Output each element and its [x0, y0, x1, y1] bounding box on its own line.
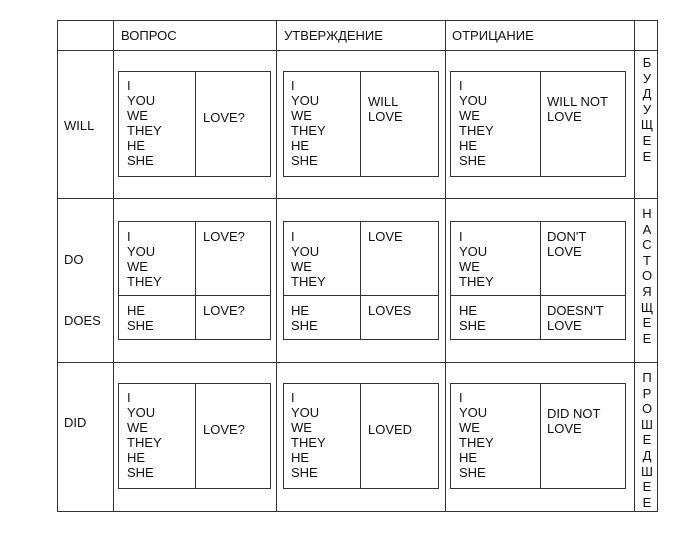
tense-label-present — [640, 206, 654, 346]
tense-letter: Е — [642, 132, 652, 148]
grid-line-bottom — [57, 511, 658, 512]
tense-letter: Т — [643, 252, 651, 268]
tense-letter: Е — [642, 479, 652, 495]
tense-letter: У — [642, 70, 652, 86]
tense-letter: Е — [642, 432, 652, 448]
tense-letter: Ш — [641, 463, 653, 479]
present-negative-pronouns-does: HE SHE — [459, 303, 486, 333]
tense-text-future — [640, 55, 654, 164]
future-affirmative-verb: WILL LOVE — [368, 94, 403, 124]
past-question-verb: LOVE? — [203, 422, 245, 437]
tense-letter: А — [642, 221, 652, 237]
tense-letter: Р — [642, 385, 652, 401]
past-negative-pronouns: I YOU WE THEY HE SHE — [459, 390, 494, 480]
past-affirmative-verb: LOVED — [368, 422, 413, 437]
present-affirmative-divider — [360, 221, 361, 340]
present-affirmative-verb-do: LOVE — [368, 229, 403, 244]
header-question: ВОПРОС — [121, 28, 177, 43]
present-negative-verb-does: DOESN'T LOVE — [547, 303, 604, 333]
tense-letter: У — [642, 101, 652, 117]
grid-line-header — [57, 50, 658, 51]
tense-letter: Щ — [640, 117, 654, 133]
tense-letter: П — [642, 370, 652, 385]
present-affirmative-pronouns-does: HE SHE — [291, 303, 318, 333]
tense-letter: Д — [642, 86, 652, 102]
tense-letter: Н — [642, 206, 652, 221]
past-negative-divider — [540, 383, 541, 489]
tense-letter: О — [641, 268, 653, 284]
tense-letter: Б — [642, 55, 652, 70]
row-label-did: DID — [64, 415, 87, 430]
past-affirmative-pronouns: I YOU WE THEY HE SHE — [291, 390, 326, 480]
future-negative-pronouns: I YOU WE THEY HE SHE — [459, 78, 494, 168]
grid-line-right — [657, 20, 658, 512]
present-affirmative-verb-does: LOVES — [368, 303, 412, 318]
future-affirmative-pronouns: I YOU WE THEY HE SHE — [291, 78, 326, 168]
future-question-verb: LOVE? — [203, 110, 245, 125]
header-affirmative: УТВЕРЖДЕНИЕ — [284, 28, 383, 43]
future-negative-verb: WILL NOT LOVE — [547, 94, 608, 124]
future-negative-divider — [540, 71, 541, 177]
grid-line-col4 — [634, 20, 635, 512]
present-negative-divider — [540, 221, 541, 340]
present-question-pronouns-do: I YOU WE THEY — [127, 229, 162, 289]
present-question-verb-do: LOVE? — [203, 229, 245, 244]
present-question-divider — [195, 221, 196, 340]
tense-letter: Ш — [641, 416, 653, 432]
present-question-pronouns-does: HE SHE — [127, 303, 154, 333]
present-question-verb-does: LOVE? — [203, 303, 245, 318]
past-question-divider — [195, 383, 196, 489]
past-negative-verb: DID NOT LOVE — [547, 406, 601, 436]
future-affirmative-divider — [360, 71, 361, 177]
grid-line-col3 — [445, 20, 446, 512]
future-question-divider — [195, 71, 196, 177]
grid-line-top — [57, 20, 658, 21]
tense-label-past — [640, 370, 654, 510]
present-negative-split — [450, 295, 626, 296]
tense-text-past — [640, 370, 654, 510]
tense-letter: Д — [642, 447, 652, 463]
grid-line-present-bottom — [57, 362, 658, 363]
tense-letter: О — [641, 401, 653, 417]
tense-letter: Щ — [640, 299, 654, 315]
past-question-pronouns: I YOU WE THEY HE SHE — [127, 390, 162, 480]
row-label-does: DOES — [64, 313, 101, 328]
present-affirmative-pronouns-do: I YOU WE THEY — [291, 229, 326, 289]
present-negative-pronouns-do: I YOU WE THEY — [459, 229, 494, 289]
future-question-pronouns: I YOU WE THEY HE SHE — [127, 78, 162, 168]
present-negative-verb-do: DON'T LOVE — [547, 229, 587, 259]
row-label-will: WILL — [64, 118, 95, 133]
present-question-split — [118, 295, 271, 296]
tense-letter: Е — [642, 494, 652, 510]
grid-line-col2 — [276, 20, 277, 512]
tense-letter: Я — [642, 283, 652, 299]
grid-line-left — [57, 20, 58, 512]
tense-text-present — [640, 206, 654, 346]
header-negative: ОТРИЦАНИЕ — [452, 28, 534, 43]
tense-letter: Е — [642, 148, 652, 164]
grid-line-col1 — [113, 20, 114, 512]
tense-letter: Е — [642, 315, 652, 331]
tense-letter: С — [642, 237, 652, 253]
tense-label-future — [640, 55, 654, 164]
present-affirmative-split — [283, 295, 439, 296]
grid-line-future-bottom — [57, 198, 658, 199]
row-label-do: DO — [64, 252, 84, 267]
tense-letter: Е — [642, 330, 652, 346]
past-affirmative-divider — [360, 383, 361, 489]
